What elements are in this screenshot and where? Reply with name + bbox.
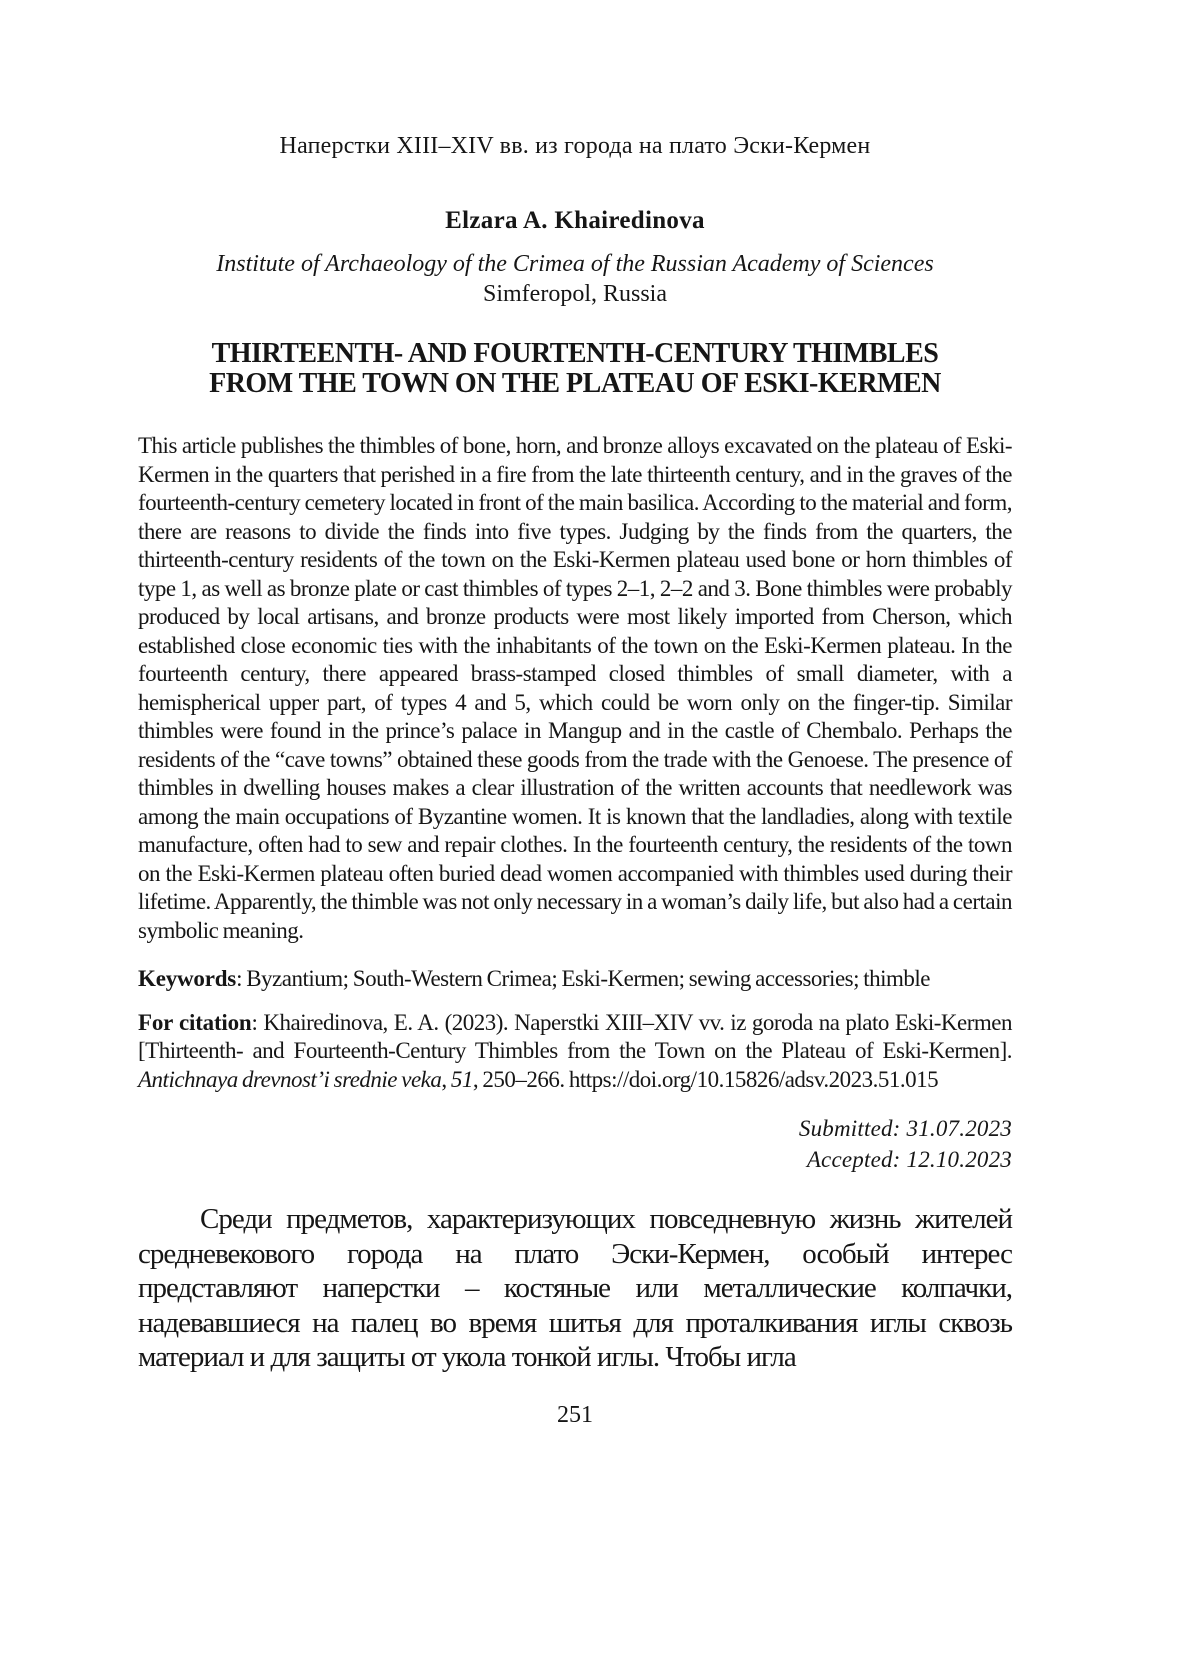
citation-label: For citation — [138, 1009, 252, 1035]
abstract-paragraph: This article publishes the thimbles of bone, horn, and bronze alloys excavated on the plateau of Eski-Kermen in the quarters that perished in a fire from the late thirteenth century, and in the graves of the fourteenth-century cemetery located in front of the main basilica. According to the material and form, there are reasons to divide the finds into five types. Judging by the finds from the quarters, the thirteenth-century residents of the town on the Eski-Kermen plateau used bone or horn thimbles of type 1, as well as bronze plate or cast thimbles of types 2–1, 2–2 and 3. Bone thimbles were probably produced by local artisans, and bronze products were most likely imported from Cherson, which established close economic ties with the inhabitants of the town on the Eski-Kermen plateau. In the fourteenth century, there appeared brass-stamped closed thimbles of small diameter, with a hemispherical upper part, of types 4 and 5, which could be worn only on the finger-tip. Similar thimbles were found in the prince’s palace in Mangup and in the castle of Chembalo. Perhaps the residents of the “cave towns” obtained these goods from the trade with the Genoese. The presence of thimbles in dwelling houses makes a clear illustration of the written accounts that needlework was among the main occupations of Byzantine women. It is known that the landladies, along with textile manufacture, often had to sew and repair clothes. In the fourteenth century, the residents of the town on the Eski-Kermen plateau often buried dead women accompanied with thimbles used during their lifetime. Apparently, the thimble was not only necessary in a woman’s daily life, but also had a certain symbolic meaning. — [138, 433, 1012, 943]
author-affiliation: Institute of Archaeology of the Crimea of the Russian Academy of Sciences — [216, 251, 934, 277]
body-paragraph-russian: Среди предметов, характеризующих повседневную жизнь жителей средневекового города на плато Эски-Кермен, особый интерес представляют наперстки – костяные или металлические колпачки, надевавшиеся на палец во время шитья для проталкивания иглы сквозь материал и для защиты от укола тонкой иглы. Чтобы игла — [138, 1203, 1012, 1373]
author-location: Simferopol, Russia — [483, 281, 667, 307]
article-title-line2: FROM THE TOWN ON THE PLATEAU OF ESKI-KERMEN — [209, 368, 941, 399]
page-number: 251 — [557, 1401, 593, 1428]
citation-pages-doi: , 250–266. https://doi.org/10.15826/adsv.2023.51.015 — [472, 1066, 939, 1092]
page-content — [138, 0, 1012, 1429]
author-name: Elzara A. Khairedinova — [445, 207, 705, 234]
keywords-label: Keywords — [138, 966, 237, 991]
citation-paragraph — [138, 1009, 1012, 1095]
submission-dates — [138, 1113, 1012, 1175]
article-title — [138, 339, 1012, 399]
keywords-text: : Byzantium; South-Western Crimea; Eski-Kermen; sewing accessories; thimble — [236, 966, 931, 991]
citation-separator: , — [441, 1066, 451, 1092]
running-head: Наперстки XIII–XIV вв. из города на плато Эски-Кермен — [279, 133, 871, 159]
accepted-date: Accepted: 12.10.2023 — [806, 1147, 1012, 1172]
submitted-date: Submitted: 31.07.2023 — [798, 1116, 1012, 1141]
keywords-paragraph — [138, 965, 1012, 994]
author-affiliation-block — [138, 249, 1012, 309]
citation-journal-title: Antichnaya drevnost’i srednie veka — [138, 1066, 442, 1092]
citation-text: : Khairedinova, E. A. (2023). Naperstki XIII–XIV vv. iz goroda na plato Eski-Kermen [Thirteenth- and Fourteenth-Century Thimbles from the Town on the Plateau of Eski-Kermen]. — [138, 1009, 1012, 1063]
citation-volume: 51 — [450, 1066, 473, 1092]
article-title-line1: THIRTEENTH- AND FOURTENTH-CENTURY THIMBLES — [211, 338, 939, 369]
